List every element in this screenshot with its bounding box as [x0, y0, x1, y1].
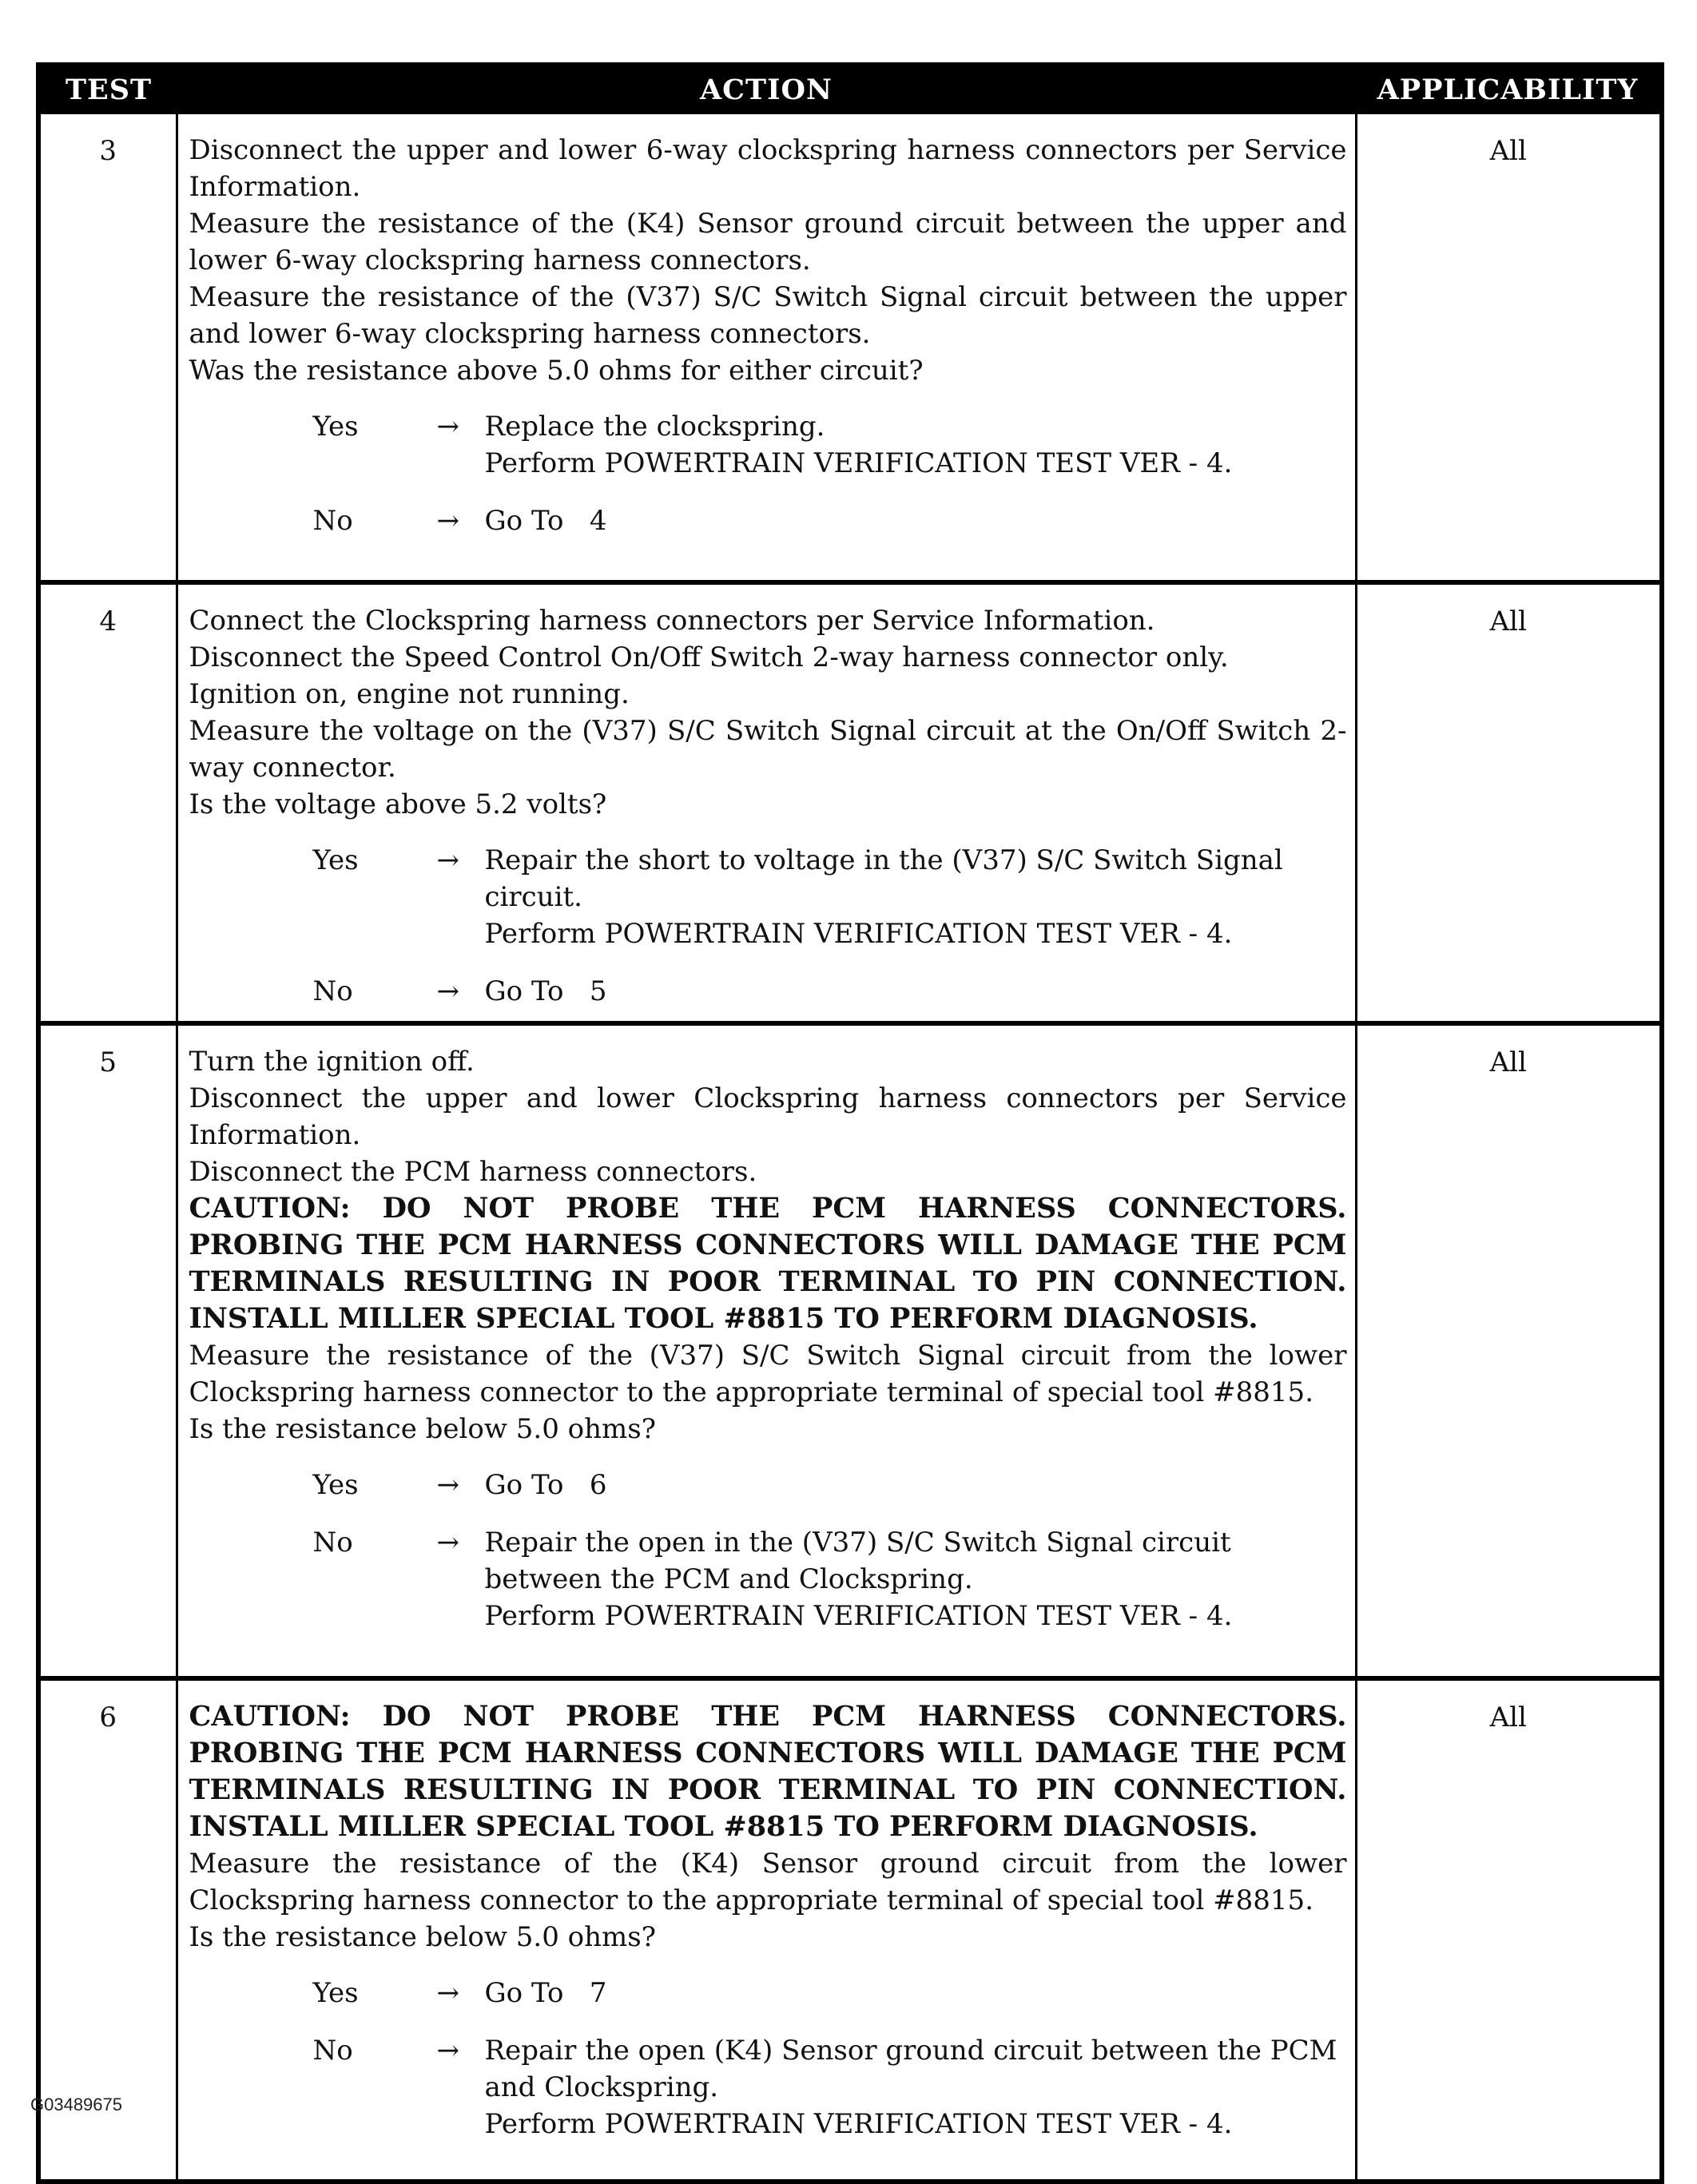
action-question: Is the voltage above 5.2 volts? [189, 788, 607, 820]
action-line: Connect the Clockspring harness connectors per Service Information. [189, 605, 1155, 637]
action-line: Disconnect the Speed Control On/Off Switch 2-way harness connector only. [189, 641, 1229, 673]
arrow-icon: → [436, 505, 459, 537]
arrow-icon: → [436, 2035, 459, 2067]
action-line: Disconnect the PCM harness connectors. [189, 1156, 757, 1188]
no-result-line: Go To 4 [484, 505, 607, 537]
no-result [485, 2032, 1347, 2142]
yes-label: Yes [312, 844, 359, 876]
action-line: Turn the ignition off. [189, 1046, 475, 1078]
yes-branch [189, 1975, 1347, 2011]
no-label: No [312, 2035, 353, 2067]
action-line: Disconnect the upper and lower Clockspring harness connectors per Service Information. [189, 1082, 1347, 1151]
arrow-icon: → [436, 844, 459, 876]
no-result-line: Repair the open (K4) Sensor ground circuit between the PCM and Clockspring. [484, 2035, 1337, 2103]
yes-branch [189, 842, 1347, 952]
action-cell [177, 1678, 1356, 2182]
no-branch [189, 502, 1347, 539]
action-cell [177, 113, 1356, 583]
applicability-value: All [1356, 1678, 1662, 2182]
action-line: Measure the resistance of the (V37) S/C Switch Signal circuit between the upper and lower 6-way clockspring harness connectors. [189, 281, 1347, 350]
yes-result-line: Go To 6 [484, 1469, 607, 1501]
yes-result-line: Perform POWERTRAIN VERIFICATION TEST VER - 4. [484, 918, 1233, 950]
test-number: 4 [38, 582, 177, 1023]
no-label: No [312, 975, 353, 1007]
table-row [38, 1023, 1662, 1678]
action-line: Disconnect the upper and lower 6-way clockspring harness connectors per Service Information. [189, 134, 1347, 203]
header-applicability: APPLICABILITY [1356, 65, 1662, 113]
yes-result-line: Perform POWERTRAIN VERIFICATION TEST VER - 4. [484, 447, 1233, 479]
yes-result [485, 842, 1347, 952]
table-row [38, 582, 1662, 1023]
no-label: No [312, 1527, 353, 1559]
arrow-icon: → [436, 1469, 459, 1501]
applicability-value: All [1356, 113, 1662, 583]
yes-result [485, 1975, 1347, 2011]
yes-branch [189, 408, 1347, 482]
arrow-icon: → [436, 411, 459, 443]
yes-branch [189, 1467, 1347, 1503]
action-line: Ignition on, engine not running. [189, 678, 630, 710]
yes-result [485, 1467, 1347, 1503]
yes-result-line: Replace the clockspring. [484, 411, 825, 443]
yes-result [485, 408, 1347, 482]
action-question: Is the resistance below 5.0 ohms? [189, 1413, 656, 1445]
yes-result-line: Go To 7 [484, 1977, 607, 2009]
yes-label: Yes [312, 411, 359, 443]
no-result [485, 502, 1347, 539]
action-cell [177, 582, 1356, 1023]
yes-label: Yes [312, 1977, 359, 2009]
table-row [38, 1678, 1662, 2182]
no-result [485, 973, 1347, 1010]
branch-list [189, 1975, 1347, 2142]
arrow-icon: → [436, 1527, 459, 1559]
action-cell [177, 1023, 1356, 1678]
no-result-line: Repair the open in the (V37) S/C Switch Signal circuit between the PCM and Clockspring. [484, 1527, 1231, 1595]
no-result-line: Perform POWERTRAIN VERIFICATION TEST VER - 4. [484, 2108, 1233, 2140]
no-branch [189, 2032, 1347, 2142]
test-number: 5 [38, 1023, 177, 1678]
arrow-icon: → [436, 1977, 459, 2009]
table-header-row [38, 65, 1662, 113]
yes-result-line: Repair the short to voltage in the (V37) S/C Switch Signal circuit. [484, 844, 1283, 913]
no-label: No [312, 505, 353, 537]
header-test: TEST [38, 65, 177, 113]
action-line: Measure the resistance of the (K4) Sensor ground circuit between the upper and lower 6-way clockspring harness connectors. [189, 208, 1347, 276]
action-question: Is the resistance below 5.0 ohms? [189, 1921, 656, 1953]
caution-text: CAUTION: DO NOT PROBE THE PCM HARNESS CONNECTORS. PROBING THE PCM HARNESS CONNECTORS WILL DAMAGE THE PCM TERMINALS RESULTING IN POOR TERMINAL TO PIN CONNECTION. INSTALL MILLER SPECIAL TOOL #8815 TO PERFORM DIAGNOSIS. [189, 1700, 1347, 1843]
branch-list [189, 842, 1347, 1010]
action-line: Measure the resistance of the (K4) Sensor ground circuit from the lower Clockspring harness connector to the appropriate terminal of special tool #8815. [189, 1848, 1347, 1916]
no-branch [189, 1524, 1347, 1634]
header-action: ACTION [177, 65, 1356, 113]
no-result [485, 1524, 1347, 1634]
action-question: Was the resistance above 5.0 ohms for either circuit? [189, 355, 924, 387]
branch-list [189, 1467, 1347, 1634]
applicability-value: All [1356, 582, 1662, 1023]
yes-label: Yes [312, 1469, 359, 1501]
no-result-line: Go To 5 [484, 975, 607, 1007]
no-result-line: Perform POWERTRAIN VERIFICATION TEST VER - 4. [484, 1600, 1233, 1632]
test-number: 6 [38, 1678, 177, 2182]
caution-text: CAUTION: DO NOT PROBE THE PCM HARNESS CONNECTORS. PROBING THE PCM HARNESS CONNECTORS WILL DAMAGE THE PCM TERMINALS RESULTING IN POOR TERMINAL TO PIN CONNECTION. INSTALL MILLER SPECIAL TOOL #8815 TO PERFORM DIAGNOSIS. [189, 1192, 1347, 1335]
applicability-value: All [1356, 1023, 1662, 1678]
table-row [38, 113, 1662, 583]
diagnostic-table [36, 62, 1664, 2184]
arrow-icon: → [436, 975, 459, 1007]
test-number: 3 [38, 113, 177, 583]
figure-id: G03489675 [30, 2095, 122, 2115]
action-line: Measure the voltage on the (V37) S/C Switch Signal circuit at the On/Off Switch 2-way connector. [189, 715, 1347, 784]
no-branch [189, 973, 1347, 1010]
branch-list [189, 408, 1347, 539]
action-line: Measure the resistance of the (V37) S/C Switch Signal circuit from the lower Clockspring harness connector to the appropriate terminal of special tool #8815. [189, 1340, 1347, 1408]
